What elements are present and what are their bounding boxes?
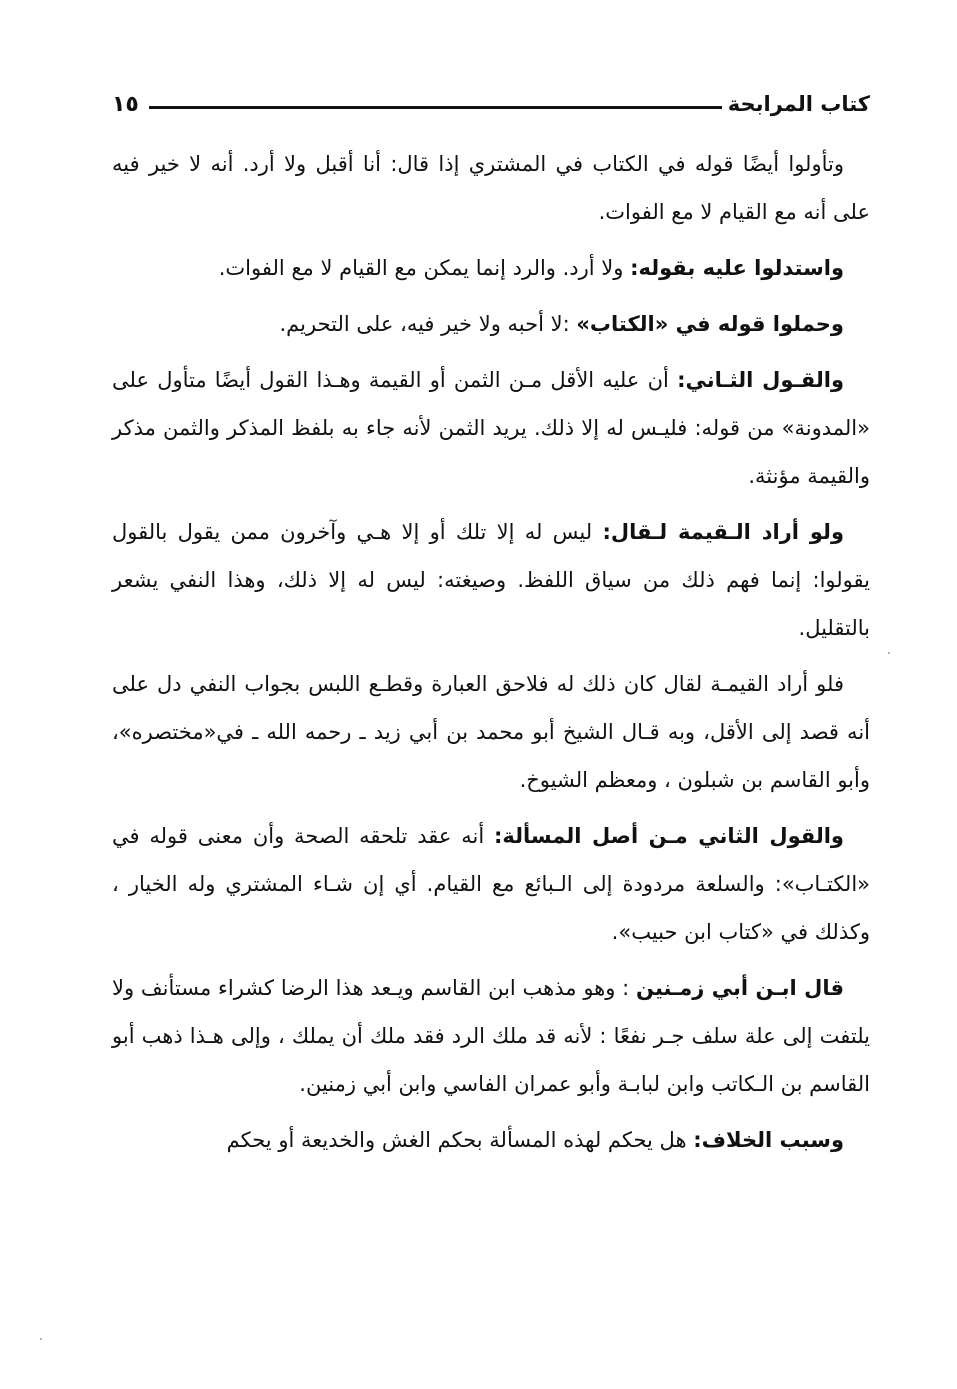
paragraph-text: :لا أحبه ولا خير فيه، على التحريم. — [279, 312, 577, 336]
paragraph-lead: ولو أراد الـقيمة لـقال: — [602, 520, 844, 544]
paragraph-text: أن عليه الأقل مـن الثمن أو القيمة وهـذا القول أيضًا متأول على «المدونة» من قوله: فليـس له إلا ذلك. يريد الثمن لأنه جاء به بلفظ المذكر والثمن مذكر والقيمة مؤنثة. — [112, 368, 870, 488]
paragraph-lead: واستدلوا عليه بقوله: — [630, 256, 844, 280]
paragraph-lead: وسبب الخلاف: — [693, 1128, 844, 1152]
paragraph-lead: والقول الثاني مـن أصل المسألة: — [494, 824, 844, 848]
paragraph — [112, 812, 870, 956]
paragraph-text: هل يحكم لهذه المسألة بحكم الغش والخديعة أو يحكم — [226, 1128, 694, 1152]
paragraph-text: فلو أراد القيمـة لقال كان ذلك له فلاحق العبارة وقطـع اللبس بجواب النفي دل على أنه قصد إلى الأقل، وبه قـال الشيخ أبو محمد بن أبي زيد ـ رحمه الله ـ في«مختصره»، وأبو القاسم بن شبلون ، ومعظم الشيوخ. — [112, 672, 870, 792]
book-title: كتاب المرابحة — [727, 92, 870, 116]
paragraph-lead: والقـول الثـاني: — [677, 368, 845, 392]
paragraph-lead: وحملوا قوله في «الكتاب» — [576, 312, 844, 336]
paragraph — [112, 1116, 870, 1164]
paragraph-text: وتأولوا أيضًا قوله في الكتاب في المشتري إذا قال: أنا أقبل ولا أرد. أنه لا خير فيه على أنه مع القيام لا مع الفوات. — [112, 152, 870, 224]
paragraph-text: أنه عقد تلحقه الصحة وأن معنى قوله في «الكتـاب»: والسلعة مردودة إلى الـبائع مع القيام. أي إن شـاء المشتري وله الخيار ، وكذلك في «كتاب ابن حبيب». — [112, 824, 870, 944]
paragraph — [112, 660, 870, 804]
paragraph — [112, 300, 870, 348]
scan-speck — [40, 1338, 42, 1340]
paragraph — [112, 140, 870, 236]
paragraph-text: : وهو مذهب ابن القاسم ويـعد هذا الرضا كشراء مستأنف ولا يلتفت إلى علة سلف جـر نفعًا : لأنه قد ملك الرد فقد ملك أن يملك ، وإلى هـذا ذهب أبو القاسم بن الـكاتب وابن لبابـة وأبو عمران الفاسي وابن أبي زمنين. — [112, 976, 870, 1096]
paragraph — [112, 244, 870, 292]
paragraph — [112, 508, 870, 652]
body-text — [112, 140, 870, 1172]
paragraph — [112, 356, 870, 500]
scan-speck — [888, 652, 890, 654]
page-number: ١٥ — [112, 91, 139, 117]
running-header — [112, 84, 870, 124]
paragraph-lead: قال ابـن أبي زمـنين — [636, 976, 844, 1000]
header-rule — [149, 106, 722, 109]
paragraph-text: ولا أرد. والرد إنما يمكن مع القيام لا مع الفوات. — [218, 256, 631, 280]
paragraph-text: ليس له إلا تلك أو إلا هـي وآخرون ممن يقول بالقول يقولوا: إنما فهم ذلك من سياق اللفظ. وصيغته: ليس له إلا ذلك، وهذا النفي يشعر بالتقليل. — [112, 520, 870, 640]
paragraph — [112, 964, 870, 1108]
